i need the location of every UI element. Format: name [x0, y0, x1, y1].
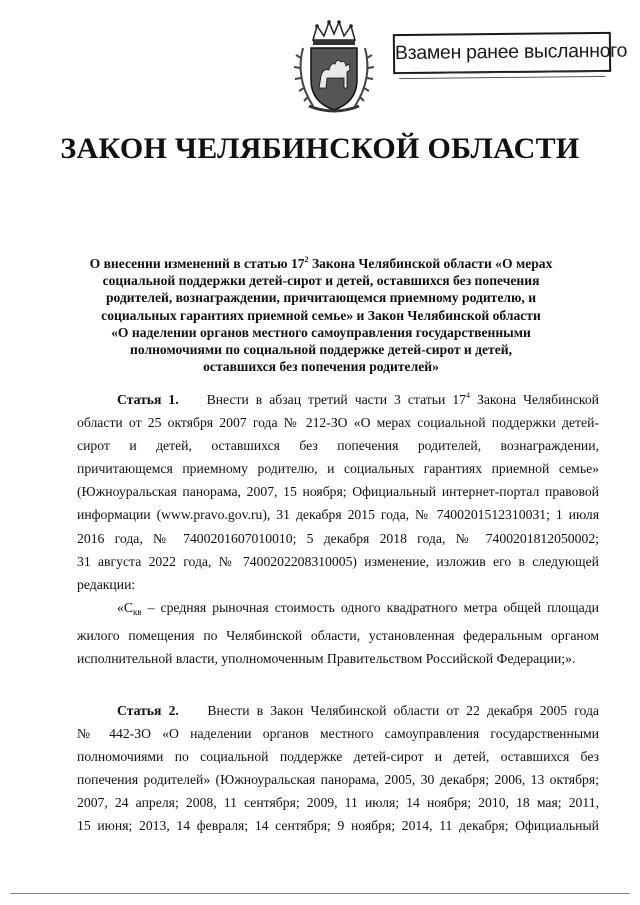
article-1-quote-line: «$С_{кв}$ – средняя рыночная стоимость одного квадратного метра общей площади	[117, 599, 599, 617]
article-1-quote-line: жилого помещения по Челябинской области, установленная федеральным органом	[77, 627, 599, 643]
article-2-line: 15 июня; 2013, 14 февраля; 14 сентября; 9 ноября; 2014, 11 декабря; Официальный	[77, 818, 599, 834]
replacement-stamp: Взамен ранее высланного	[393, 32, 611, 74]
article-2-label: Статья 2.	[117, 703, 179, 718]
article-2	[77, 699, 599, 838]
article-1-line: (Южноуральская панорама, 2007, 15 ноября; Официальный интернет-портал правовой	[77, 484, 599, 500]
article-2-line: попечения родителей» (Южноуральская панорама, 2005, 30 декабря; 2006, 13 октября;	[77, 772, 599, 788]
article-2-line: № 442-ЗО «О наделении органов местного самоуправления государственными	[77, 726, 599, 742]
subtitle-line: полномочиями по социальной поддержке детей-сирот и детей,	[130, 342, 512, 358]
subtitle-line: оставшихся без попечения родителей»	[203, 359, 439, 375]
subtitle-line: О внесении изменений в статью $17^2$ Закона Челябинской области «О мерах	[89, 255, 553, 271]
article-1-line: причитающемся приемному родителю, и социальных гарантиях приемной семье»	[77, 461, 599, 477]
article-1-line: редакции:	[77, 576, 136, 592]
article-1-line: информации (www.pravo.gov.ru), 31 декабря 2015 года, № 7400201512310031; 1 июля	[77, 507, 599, 523]
law-subtitle	[86, 251, 556, 375]
article-1-line: области от 25 октября 2007 года № 212-ЗО «О мерах социальной поддержки детей-	[77, 415, 599, 431]
article-2-line: 2007, 24 апреля; 2008, 11 сентября; 2009, 11 июля; 14 ноября; 2010, 18 мая; 2011,	[77, 795, 599, 811]
article-2-line: Статья 2. Внести в Закон Челябинской области от 22 декабря 2005 года	[117, 703, 600, 718]
page-bottom-edge	[10, 893, 630, 894]
article-1-quote-line: исполнительной власти, уполномоченным Правительством Российской Федерации;».	[77, 651, 576, 667]
subtitle-line: социальных гарантиях приемной семье» и Закон Челябинской области	[101, 307, 541, 323]
article-1-line: сирот и детей, оставшихся без попечения родителей, вознаграждении,	[77, 438, 599, 454]
coat-of-arms-emblem	[291, 18, 377, 118]
law-title: ЗАКОН ЧЕЛЯБИНСКОЙ ОБЛАСТИ	[60, 132, 580, 165]
article-1-label: Статья 1.	[117, 392, 179, 407]
article-1-line: 31 августа 2022 года, № 7400202208310005) изменение, изложив его в следующей	[77, 553, 599, 569]
article-1	[77, 384, 599, 670]
subtitle-line: «О наделении органов местного самоуправления государственными	[111, 324, 531, 340]
subtitle-line: родителей, вознаграждении, причитающемся приемному родителю, и	[105, 290, 537, 306]
article-1-line: 2016 года, № 7400201607010010; 5 декабря 2018 года, № 7400201812050002;	[77, 530, 599, 546]
article-2-line: полномочиями по социальной поддержке детей-сирот и детей, оставшихся без	[77, 749, 599, 765]
article-1-line: Статья 1. Внести в абзац третий части 3 статьи $17^4$ Закона Челябинской	[117, 391, 599, 407]
subtitle-line: социальной поддержки детей-сирот и детей, оставшихся без попечения	[102, 273, 540, 289]
